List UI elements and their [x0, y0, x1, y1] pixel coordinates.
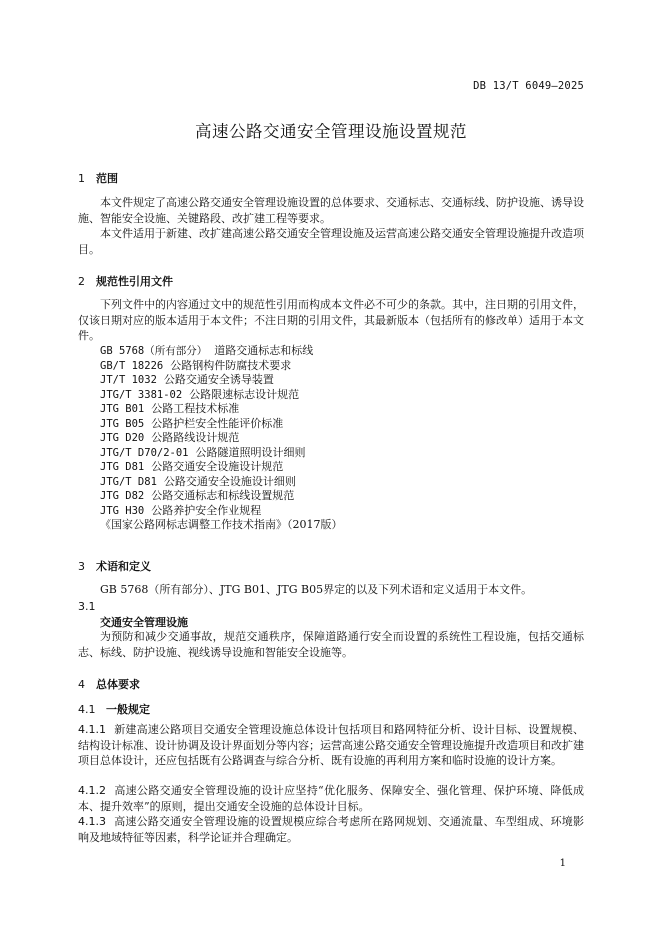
clause [78, 814, 584, 845]
clause [78, 783, 584, 814]
reference-code: JT/T 1032 [100, 374, 157, 386]
term-name: 交通安全管理设施 [100, 616, 188, 629]
list-item [100, 402, 343, 417]
reference-code: GB 5768（所有部分） [100, 345, 208, 357]
page-number: 1 [559, 858, 566, 869]
list-item [100, 460, 343, 475]
reference-code: JTG D81 [100, 461, 145, 473]
clause [78, 722, 584, 769]
paragraph: GB 5768（所有部分）、JTG B01、JTG B05界定的以及下列术语和定义适用于本文件。 [100, 583, 533, 596]
section-heading-scope [78, 170, 118, 186]
reference-code: JTG D20 [100, 432, 145, 444]
section-heading-general-requirements [78, 676, 140, 692]
clause-text: 高速公路交通安全管理设施的设置规模应综合考虑所在路网规划、交通流量、车型组成、环境影响及地域特征等因素，科学论证并合理确定。 [78, 815, 584, 844]
reference-name: 公路限速标志设计规范 [189, 387, 300, 401]
reference-name: 公路工程技术标准 [151, 402, 240, 415]
list-item [100, 504, 343, 519]
section-number: 1 [78, 172, 85, 185]
reference-name: 《国家公路网标志调整工作技术指南》（2017版） [100, 518, 343, 531]
section-title: 总体要求 [96, 678, 140, 691]
term-number: 3.1 [78, 600, 96, 613]
subsection-number: 4.1 [78, 703, 96, 716]
list-item [100, 373, 343, 388]
clause-number: 4.1.1 [78, 723, 106, 736]
reference-name: 公路钢构件防腐技术要求 [170, 358, 292, 372]
clause-number: 4.1.2 [78, 784, 106, 797]
reference-name: 公路交通安全设施设计规范 [151, 460, 284, 473]
reference-code: GB/T 18226 [100, 359, 164, 372]
section-heading-terms [78, 558, 151, 574]
reference-name: 公路交通标志和标线设置规范 [151, 489, 295, 502]
section-title: 范围 [96, 172, 118, 185]
reference-list [100, 344, 343, 533]
reference-code: JTG D82 [100, 490, 145, 502]
reference-code: JTG/T D81 [100, 475, 157, 488]
subsection-title: 一般规定 [106, 703, 150, 716]
paragraph: 本文件规定了高速公路交通安全管理设施设置的总体要求、交通标志、交通标线、防护设施、诱导设施、智能安全设施、关键路段、改扩建工程等要求。 [78, 196, 584, 225]
list-item [100, 431, 343, 446]
list-item [100, 388, 343, 403]
page-title: 高速公路交通安全管理设施设置规范 [195, 122, 467, 141]
paragraph: 本文件适用于新建、改扩建高速公路交通安全管理设施及运营高速公路交通安全管理设施提升改造项目。 [78, 227, 584, 256]
reference-code: JTG B01 [100, 403, 145, 415]
reference-code: JTG B05 [100, 417, 145, 430]
reference-name: 道路交通标志和标线 [214, 344, 314, 357]
list-item [100, 344, 343, 359]
section-number: 2 [78, 275, 85, 288]
reference-code: JTG H30 [100, 504, 145, 517]
list-item [100, 359, 343, 374]
reference-name: 公路交通安全设施设计细则 [163, 474, 296, 488]
section-number: 3 [78, 560, 85, 573]
reference-name: 公路护栏安全性能评价标准 [151, 416, 284, 430]
clause-text: 高速公路交通安全管理设施的设计应坚持“优化服务、保障安全、强化管理、保护环境、降低成本、提升效率”的原则，提出交通安全设施的总体设计目标。 [78, 784, 584, 813]
document-code: DB 13/T 6049—2025 [473, 80, 584, 92]
section-heading-normative-references [78, 273, 173, 289]
list-item [100, 475, 343, 490]
paragraph: 下列文件中的内容通过文中的规范性引用而构成本文件必不可少的条款。其中，注日期的引用文件，仅该日期对应的版本适用于本文件；不注日期的引用文件，其最新版本（包括所有的修改单）适用于本文件。 [78, 298, 584, 342]
reference-code: JTG/T 3381-02 [100, 388, 183, 401]
reference-name: 公路交通安全诱导装置 [163, 373, 274, 386]
subsection-heading [78, 701, 150, 717]
reference-code: JTG/T D70/2-01 [100, 446, 189, 459]
section-title: 术语和定义 [96, 560, 151, 573]
list-item [100, 489, 343, 504]
clause-number: 4.1.3 [78, 815, 106, 828]
reference-name: 公路养护安全作业规程 [151, 503, 262, 517]
section-title: 规范性引用文件 [96, 275, 173, 288]
section-number: 4 [78, 678, 85, 691]
list-item [100, 518, 343, 533]
term-definition: 为预防和减少交通事故，规范交通秩序，保障道路通行安全而设置的系统性工程设施，包括交通标志、标线、防护设施、视线诱导设施和智能安全设施等。 [78, 630, 584, 659]
reference-name: 公路隧道照明设计细则 [195, 445, 306, 459]
reference-name: 公路路线设计规范 [151, 431, 240, 444]
list-item [100, 446, 343, 461]
clause-text: 新建高速公路项目交通安全管理设施总体设计包括项目和路网特征分析、设计目标、设置规模、结构设计标准、设计协调及设计界面划分等内容；运营高速公路交通安全管理设施提升改造项目和改扩建项目总体设计，还应包括既有公路调查与综合分析、既有设施的再利用方案和临时设施的设计方案。 [78, 723, 584, 767]
list-item [100, 417, 343, 432]
